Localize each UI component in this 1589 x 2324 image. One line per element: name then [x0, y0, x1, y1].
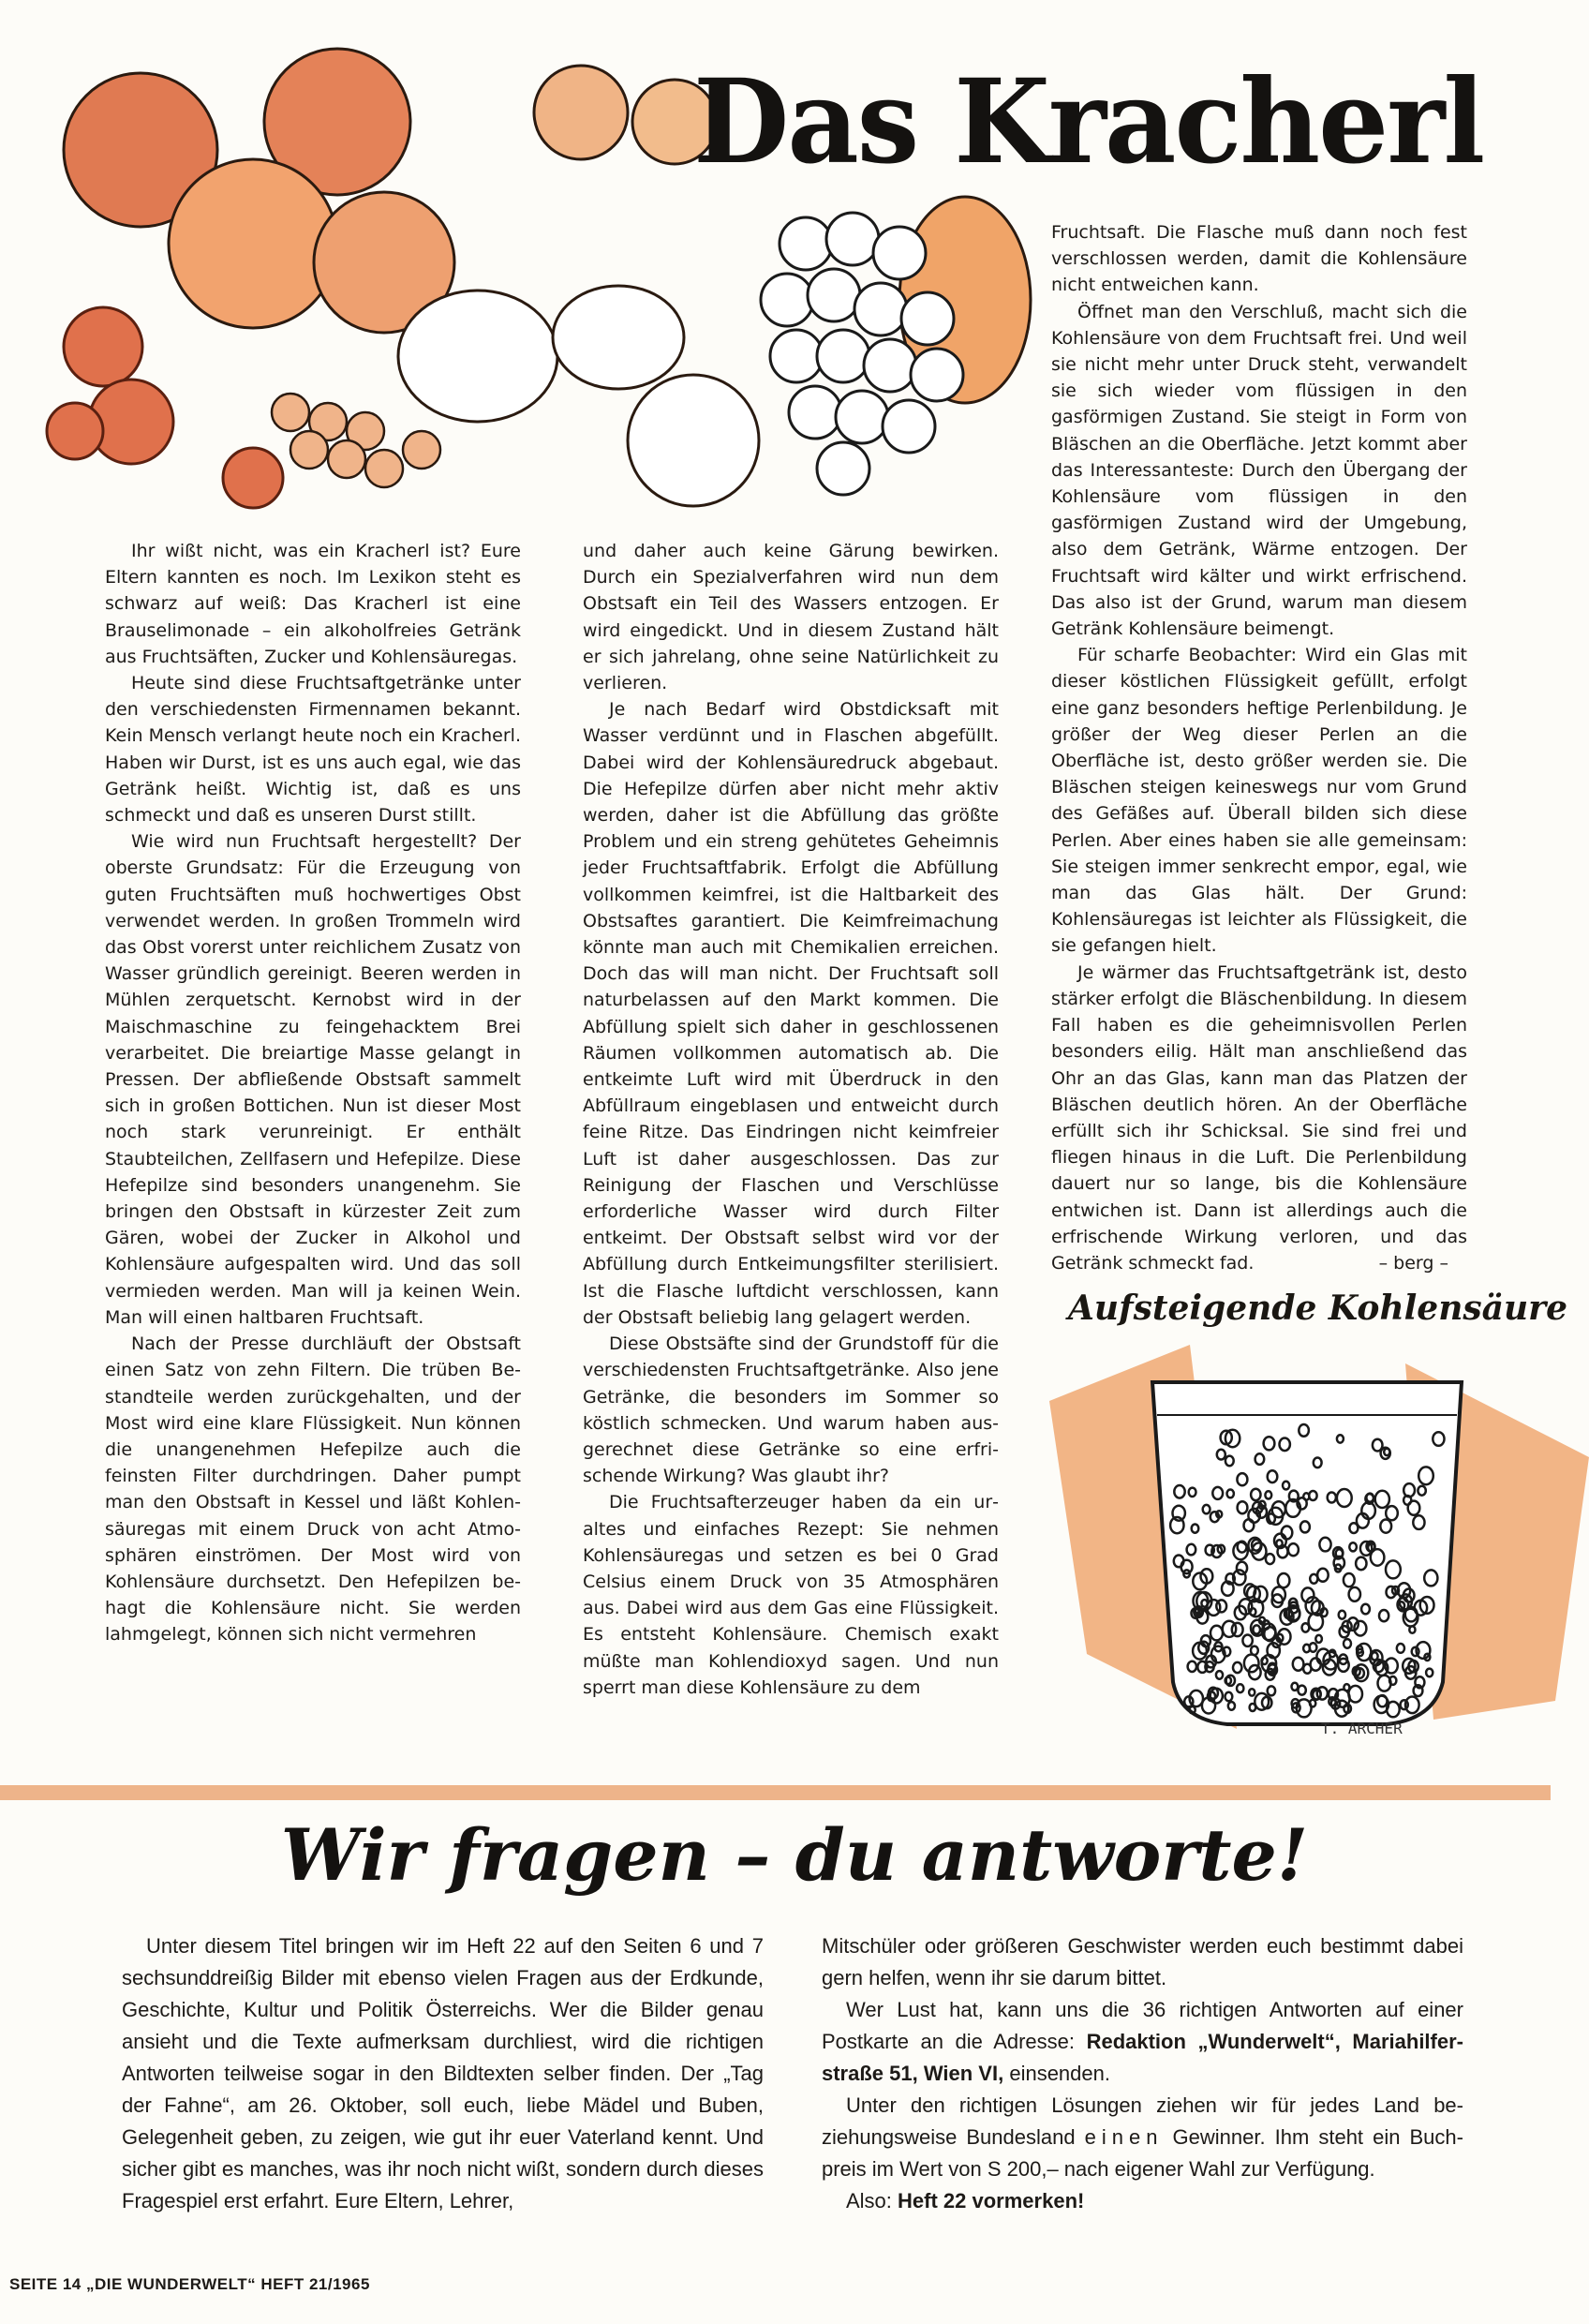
paragraph [822, 2090, 1463, 2185]
raspberries [47, 307, 283, 508]
paragraph [822, 2185, 1463, 2217]
paragraph: Öffnet man den Verschluß, macht sich die Kohlensäure von dem Fruchtsaft frei. Und weil sie nicht mehr unter Druck steht, verwandelt sie sich wieder vom flüssigen in den gasförmigen Zustand. Sie steigt in Form von Bläschen an die Oberfläche. Jetzt kommt aber das Interessanteste: Durch den Übergang der Kohlensäure vom flüssigen in den gasförmigen Zustand wird der Umgebung, also dem Getränk, Wärme entzogen. Der Fruchtsaft wird kälter und wirkt erfrischend. Das also ist der Grund, warum man diesem Getränk Kohlensäure beimengt. [1051, 301, 1467, 640]
text: Unter den richtigen Lösungen ziehen wir für jedes Land beziehungsweise Bundesland [822, 2093, 1463, 2149]
paragraph [822, 1994, 1463, 2090]
paragraph: Diese Obstsäfte sind der Grundstoff für die verschiedensten Fruchtsaftgetränke. Also jene Getränke, die besonders im Sommer so köstlich schmecken. Und warum haben ausgerechnet diese Getränke so eine erfrischende Wirkung? Was glaubt ihr? [583, 1333, 999, 1487]
potato-1 [534, 66, 628, 159]
lemon-2 [553, 286, 684, 389]
paragraph: Wie wird nun Fruchtsaft hergestellt? Der oberste Grundsatz: Für die Erzeugung von guten Fruchtsäften muß hochwertiges Obst verwendet werden. In großen Trommeln wird das Obst vorerst unter reichlichem Zusatz von Wasser gründlich gereinigt. Beeren werden in Mühlen zerquetscht. Kernobst wird in der Maischmaschine zu feingehacktem Brei verarbeitet. Die breiartige Masse gelangt in Pressen. Der abfließende Obstsaft sammelt sich in großen Bottichen. Nun ist dieser Most noch stark verunreinigt. Er enthält Staubteilchen, Zellfasern und Hefepilze. Diese Hefepilze sind besonders unangenehm. Sie bringen den Obstsaft in kürzester Zeit zum Gären, wobei der Zucker in Alkohol und Kohlensäure aufgespalten wird. Und das soll vermieden werden. Man will ja keinen Wein. Man will einen haltbaren Fruchtsaft. [105, 831, 521, 1328]
text: Also: [846, 2189, 898, 2212]
author-signature: – berg – [1378, 1252, 1448, 1274]
text: Gewinner. Ihm steht ein Buchpreis im Wert von S 200,– nach eigener Wahl zur Verfügung. [822, 2125, 1463, 2181]
glass-illustration [1031, 1345, 1589, 1738]
address: Redaktion „Wunderwelt“, Mariahilferstraße 51, Wien VI, [822, 2030, 1463, 2085]
paragraph: Je nach Bedarf wird Obstdicksaft mit Wasser verdünnt und in Flaschen abgefüllt. Dabei wird der Kohlensäuredruck abgebaut. Die Hefepilze dürfen aber nicht mehr aktiv werden, daher ist die Abfüllung das größte Problem und ein streng gehütetes Geheimnis jeder Fruchtsaftfabrik. Erfolgt die Abfüllung vollkommen keimfrei, ist die Haltbarkeit des Obstsaftes garantiert. Die Keimfreimachung könnte man auch mit Chemikalien erreichen. Doch das will man nicht. Der Fruchtsaft soll naturbelassen auf den Markt kommen. Die Abfüllung spielt sich daher in geschlossenen Räumen vollkommen automatisch ab. Die entkeimte Luft wird mit Überdruck in den Abfüllraum eingeblasen und entweicht durch feine Ritze. Das Eindringen nicht keimfreier Luft ist daher ausgeschlossen. Das zur Reinigung der Flaschen und Verschlüsse erforderliche Wasser wird durch Filter entkeimt. Der Obstsaft selbst wird vor der Abfüllung durch Entkeimungsfilter sterilisiert. Ist die Flasche luftdicht verschlossen, kann der Obstsaft beliebig lang gelagert werden. [583, 699, 999, 1328]
illustration-caption: Aufsteigende Kohlensäure [1068, 1289, 1568, 1328]
article-title: Das Kracherl [693, 52, 1484, 190]
quiz-column-left [122, 1930, 764, 2217]
paragraph: Ihr wißt nicht, was ein Kracherl ist? Eure Eltern kannten es noch. Im Lexikon steht es schwarz auf weiß: Das Kracherl ist eine Brauselimonade – ein alkoholfreies Getränk aus Fruchtsäften, Zucker und Kohlensäuregas. [105, 541, 521, 667]
quiz-column-right [822, 1930, 1463, 2217]
paragraph: Fruchtsaft. Die Flasche muß dann noch fest verschlossen werden, damit die Kohlensäure nicht entweichen kann. [1051, 222, 1467, 296]
paragraph: Die Fruchtsafterzeuger haben da ein uraltes und einfaches Rezept: Sie nehmen Kohlensäuregas und setzen es bei 0 Grad Celsius einem Druck von 35 Atmosphären aus. Dabei wird aus dem Gas eine Flüssigkeit. Es entsteht Kohlensäure. Chemisch exakt müßte man Kohlendioxyd sagen. Und nun sperrt man diese Kohlensäure zu dem [583, 1492, 999, 1698]
text: Wer Lust hat, kann uns die 36 richtigen Antworten auf einer Postkarte an die Adresse: [822, 1998, 1463, 2053]
section-divider [0, 1785, 1551, 1800]
paragraph: Heute sind diese Fruchtsaftgetränke unter den verschiedensten Firmennamen bekannt. Kein Mensch verlangt heute noch ein Kracherl. Haben wir Durst, ist es uns auch egal, wie das Getränk heißt. Wichtig ist, daß es uns schmeckt und daß es unseren Durst stillt. [105, 673, 521, 827]
paragraph: Nach der Presse durchläuft der Obstsaft einen Satz von zehn Filtern. Die trüben Bestandteile werden zurückgehalten, und der Most wird eine klare Flüssigkeit. Nun können die unangenehmen Hefepilze auch die feinsten Filter durchdringen. Daher pumpt man den Obstsaft in Kessel und läßt Kohlensäuregas mit einem Druck von acht Atmosphären einströmen. Der Most wird von Kohlensäure durchsetzt. Den Hefepilzen behagt die Kohlensäure nicht. Sie werden lahmgelegt, können sich nicht vermehren [105, 1333, 521, 1646]
lemon-slice [628, 375, 759, 506]
paragraph: Mitschüler oder größeren Geschwister werden euch bestimmt dabei gern helfen, wenn ihr sie darum bittet. [822, 1934, 1463, 1989]
quiz-title: Wir fragen – du antworte! [280, 1813, 1309, 1897]
emphasis: einen [1084, 2125, 1164, 2149]
emphasis: Heft 22 vormerken! [898, 2189, 1085, 2212]
page-footer: SEITE 14 „DIE WUNDERWELT“ HEFT 21/1965 [9, 2275, 370, 2293]
berries [272, 394, 440, 487]
article-column-3 [1051, 219, 1467, 1276]
article-column-1 [105, 538, 521, 1648]
lemon-1 [398, 290, 557, 422]
paragraph: Für scharfe Beobachter: Wird ein Glas mit dieser köstlichen Flüssigkeit gefüllt, erfolgt eine ganz besonders heftige Perlenbildung. Je größer der Weg dieser Perlen an die Oberfläche ist, desto größer werden sie. Die Bläschen steigen keineswegs nur vom Grund des Gefäßes auf. Überall bilden sich diese Perlen. Aber eines haben sie alle gemeinsam: Sie steigen immer senkrecht empor, egal, wie man das Glas hält. Der Grund: Kohlensäuregas ist leichter als Flüssigkeit, die sie gefangen hielt. [1051, 645, 1467, 957]
text: einsenden. [1003, 2062, 1110, 2085]
paragraph [1051, 960, 1467, 1276]
paragraph: und daher auch keine Gärung bewirken. Durch ein Spezialverfahren wird nun dem Obstsaft ein Teil des Wassers entzogen. Er wird eingedickt. Und in diesem Zustand hält er sich jahrelang, ohne seine Natürlichkeit zu verlieren. [583, 541, 999, 694]
illustrator-signature: T. ARCHER [1321, 1720, 1403, 1737]
article-column-2 [583, 538, 999, 1701]
paragraph: Unter diesem Titel bringen wir im Heft 22 auf den Seiten 6 und 7 sechsunddreißig Bilder mit ebenso vielen Fragen aus der Erdkunde, Geschichte, Kultur und Politik Österreichs. Wer die Bilder genau ansieht und die Texte aufmerksam durchliest, wird die richtigen Antworten teilweise sogar in den Bildtexten selber finden. Der „Tag der Fahne“, am 26. Oktober, soll euch, liebe Mädel und Buben, Gelegenheit geben, zu zeigen, wie gut ihr euer Vaterland kennt. Und sicher gibt es manches, was ihr noch nicht wißt, sondern durch dieses Fragespiel erst erfahrt. Eure Eltern, Lehrer, [122, 1934, 764, 2212]
paragraph-text: Je wärmer das Fruchtsaftgetränk ist, desto stärker erfolgt die Bläschenbildung. In diesem Fall haben es die geheimnisvollen Perlen besonders eilig. Hält man anschließend das Ohr an das Glas, kann man das Platzen der Bläschen deutlich hören. An der Oberfläche erfüllt sich ihr Schicksal. Sie sind frei und fliegen hinaus in die Luft. Die Perlenbildung dauert nur so lange, bis die Kohlensäure entwichen ist. Dann ist allerdings auch die erfrischende Wirkung verloren, und das Getränk schmeckt fad. [1051, 961, 1467, 1274]
orange-1 [169, 159, 337, 328]
